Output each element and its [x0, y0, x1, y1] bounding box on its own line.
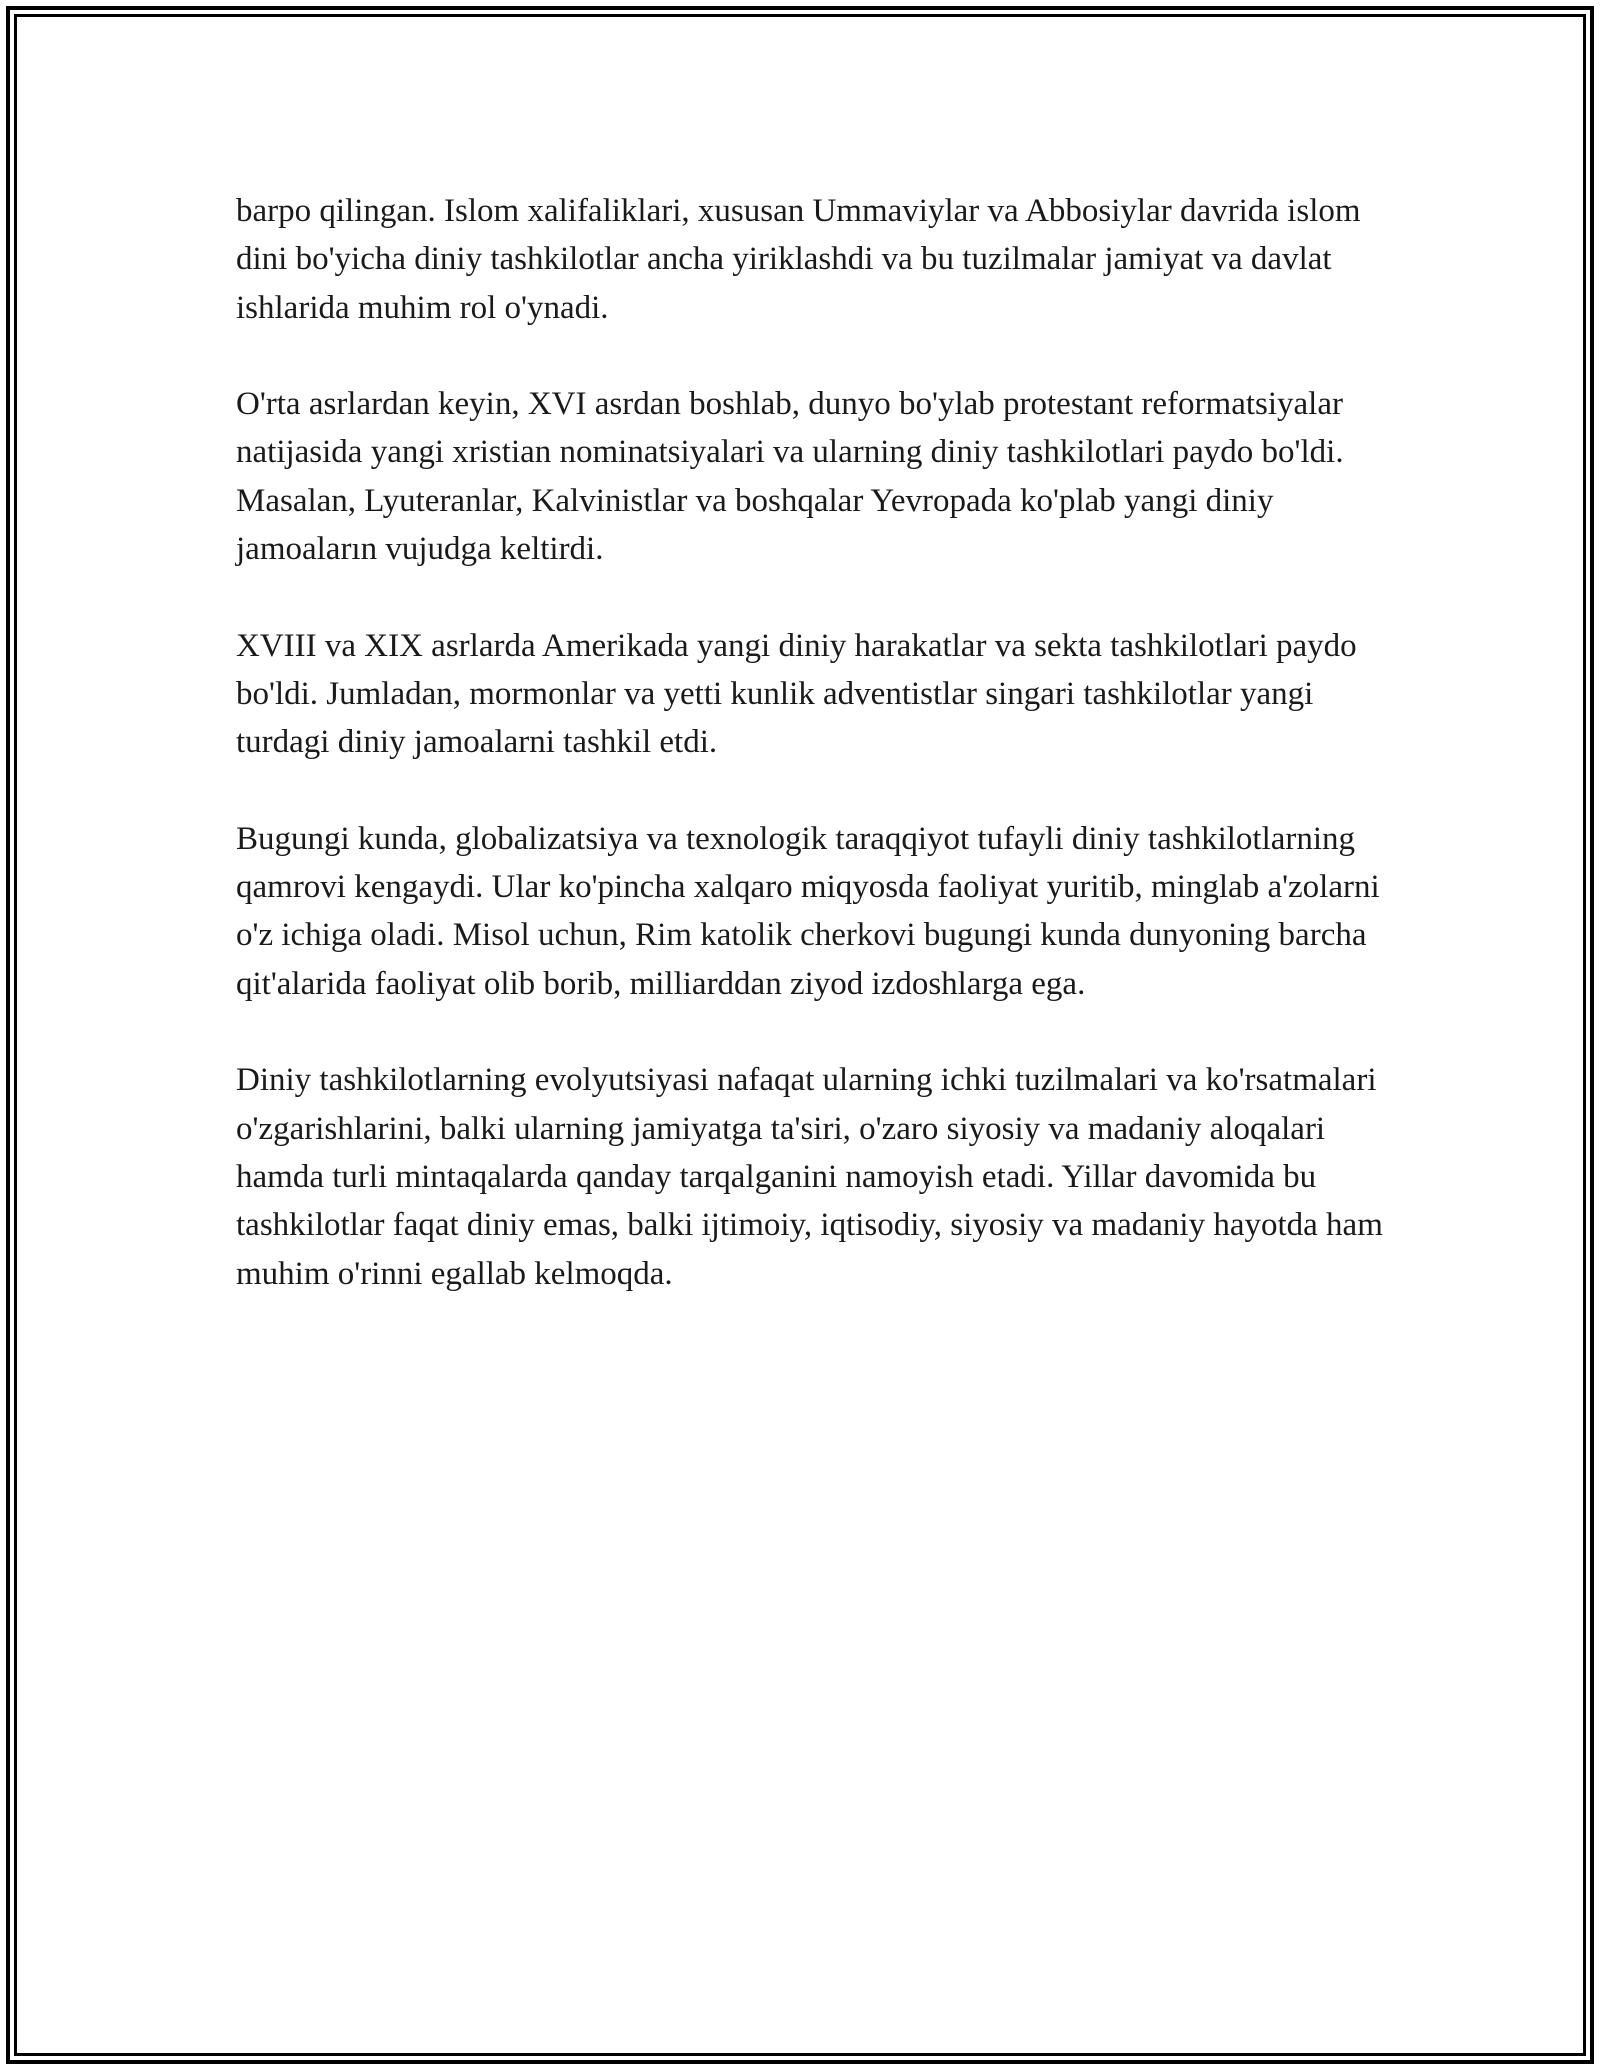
document-body	[236, 187, 1396, 1346]
paragraph: Bugungi kunda, globalizatsiya va texnologik taraqqiyot tufayli diniy tashkilotlarning qamrovi kengaydi. Ular ko'pincha xalqaro miqyosda faoliyat yuritib, minglab a'zolarni o'z ichiga oladi. Misol uchun, Rim katolik cherkovi bugungi kunda dunyoning barcha qit'alarida faoliyat olib borib, milliarddan ziyod izdoshlarga ega.	[236, 820, 1380, 1002]
paragraph: O'rta asrlardan keyin, XVI asrdan boshlab, dunyo bo'ylab protestant reformatsiyalar natijasida yangi xristian nominatsiyalari va ularning diniy tashkilotlari paydo bo'ldi. Masalan, Lyuteranlar, Kalvinistlar va boshqalar Yevropada ko'plab yangi diniy jamoaların vujudga keltirdi.	[236, 386, 1344, 568]
paragraph: XVIII va XIX asrlarda Amerikada yangi diniy harakatlar va sekta tashkilotlari paydo bo'ldi. Jumladan, mormonlar va yetti kunlik adventistlar singari tashkilotlar yangi turdagi diniy jamoalarni tashkil etdi.	[236, 627, 1357, 761]
paragraph: Diniy tashkilotlarning evolyutsiyasi nafaqat ularning ichki tuzilmalari va ko'rsatmalari o'zgarishlarini, balki ularning jamiyatga ta'siri, o'zaro siyosiy va madaniy aloqalari hamda turli mintaqalarda qanday tarqalganini namoyish etadi. Yillar davomida bu tashkilotlar faqat diniy emas, balki ijtimoiy, iqtisodiy, siyosiy va madaniy hayotda ham muhim o'rinni egallab kelmoqda.	[236, 1062, 1383, 1292]
paragraph: barpo qilingan. Islom xalifaliklari, xususan Ummaviylar va Abbosiylar davrida islom dini bo'yicha diniy tashkilotlar ancha yiriklashdi va bu tuzilmalar jamiyat va davlat ishlarida muhim rol o'ynadi.	[236, 193, 1361, 326]
